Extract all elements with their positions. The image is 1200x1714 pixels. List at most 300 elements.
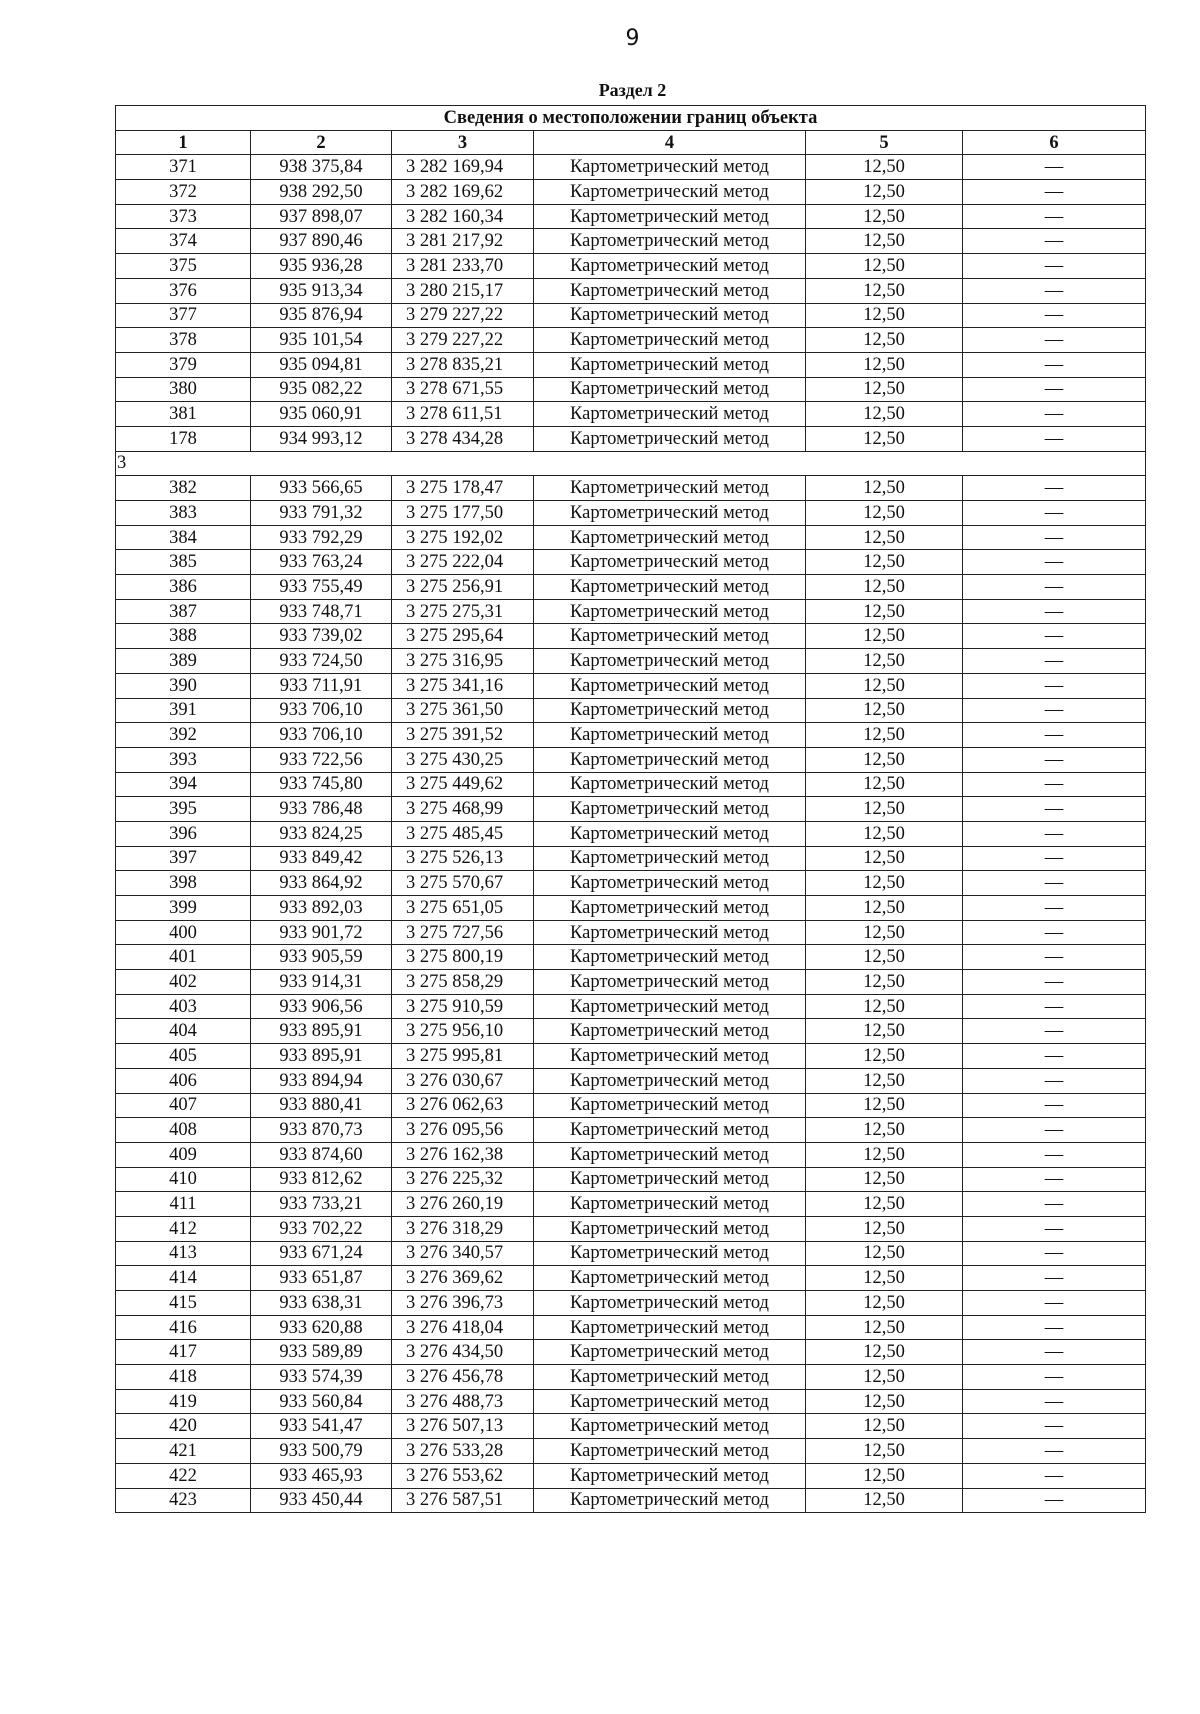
x-coordinate-cell: 933 892,03: [251, 896, 392, 921]
description-cell: —: [963, 1365, 1146, 1390]
y-coordinate-cell: 3 276 340,57: [392, 1241, 534, 1266]
table-row: [116, 871, 1146, 896]
method-cell: Картометрический метод: [534, 254, 806, 279]
x-coordinate-cell: 933 895,91: [251, 1019, 392, 1044]
method-cell: Картометрический метод: [534, 1414, 806, 1439]
point-number-cell: 418: [116, 1365, 251, 1390]
precision-cell: 12,50: [806, 747, 963, 772]
point-number-cell: 396: [116, 821, 251, 846]
precision-cell: 12,50: [806, 1216, 963, 1241]
point-number-cell: 398: [116, 871, 251, 896]
precision-cell: 12,50: [806, 352, 963, 377]
table-row: [116, 1044, 1146, 1069]
point-number-cell: 401: [116, 945, 251, 970]
y-coordinate-cell: 3 275 468,99: [392, 797, 534, 822]
x-coordinate-cell: 933 560,84: [251, 1389, 392, 1414]
method-cell: Картометрический метод: [534, 402, 806, 427]
x-coordinate-cell: 935 913,34: [251, 278, 392, 303]
x-coordinate-cell: 933 671,24: [251, 1241, 392, 1266]
precision-cell: 12,50: [806, 1365, 963, 1390]
method-cell: Картометрический метод: [534, 1241, 806, 1266]
x-coordinate-cell: 937 890,46: [251, 229, 392, 254]
method-cell: Картометрический метод: [534, 501, 806, 526]
precision-cell: 12,50: [806, 846, 963, 871]
table-row: [116, 1389, 1146, 1414]
x-coordinate-cell: 933 450,44: [251, 1488, 392, 1513]
method-cell: Картометрический метод: [534, 303, 806, 328]
point-number-cell: 408: [116, 1118, 251, 1143]
description-cell: —: [963, 1241, 1146, 1266]
y-coordinate-cell: 3 275 361,50: [392, 698, 534, 723]
x-coordinate-cell: 933 733,21: [251, 1192, 392, 1217]
point-number-cell: 384: [116, 525, 251, 550]
table-row: [116, 896, 1146, 921]
table-head: [116, 106, 1146, 155]
table-body-second-contour: [116, 476, 1146, 1513]
table-row: [116, 1488, 1146, 1513]
y-coordinate-cell: 3 276 225,32: [392, 1167, 534, 1192]
point-number-cell: 416: [116, 1315, 251, 1340]
description-cell: —: [963, 180, 1146, 205]
x-coordinate-cell: 938 375,84: [251, 155, 392, 180]
x-coordinate-cell: 933 745,80: [251, 772, 392, 797]
x-coordinate-cell: 933 620,88: [251, 1315, 392, 1340]
table-row: [116, 945, 1146, 970]
precision-cell: 12,50: [806, 1389, 963, 1414]
table-row: [116, 352, 1146, 377]
x-coordinate-cell: 933 541,47: [251, 1414, 392, 1439]
precision-cell: 12,50: [806, 698, 963, 723]
x-coordinate-cell: 933 894,94: [251, 1068, 392, 1093]
table-row: [116, 821, 1146, 846]
precision-cell: 12,50: [806, 476, 963, 501]
point-number-cell: 420: [116, 1414, 251, 1439]
description-cell: —: [963, 501, 1146, 526]
table-row: [116, 994, 1146, 1019]
table-row: [116, 673, 1146, 698]
x-coordinate-cell: 933 786,48: [251, 797, 392, 822]
caption-row: [116, 106, 1146, 131]
y-coordinate-cell: 3 276 260,19: [392, 1192, 534, 1217]
x-coordinate-cell: 938 292,50: [251, 180, 392, 205]
y-coordinate-cell: 3 276 162,38: [392, 1142, 534, 1167]
point-number-cell: 381: [116, 402, 251, 427]
x-coordinate-cell: 933 566,65: [251, 476, 392, 501]
description-cell: —: [963, 871, 1146, 896]
point-number-cell: 407: [116, 1093, 251, 1118]
table-row: [116, 649, 1146, 674]
description-cell: —: [963, 772, 1146, 797]
point-number-cell: 415: [116, 1291, 251, 1316]
point-number-cell: 394: [116, 772, 251, 797]
x-coordinate-cell: 933 906,56: [251, 994, 392, 1019]
point-number-cell: 417: [116, 1340, 251, 1365]
table-row: [116, 772, 1146, 797]
table-row: [116, 377, 1146, 402]
table-row: [116, 1266, 1146, 1291]
description-cell: —: [963, 575, 1146, 600]
description-cell: —: [963, 1389, 1146, 1414]
precision-cell: 12,50: [806, 1019, 963, 1044]
table-row: [116, 1463, 1146, 1488]
column-header: 5: [806, 130, 963, 155]
precision-cell: 12,50: [806, 723, 963, 748]
precision-cell: 12,50: [806, 426, 963, 451]
point-number-cell: 421: [116, 1439, 251, 1464]
y-coordinate-cell: 3 282 169,62: [392, 180, 534, 205]
description-cell: —: [963, 821, 1146, 846]
point-number-cell: 419: [116, 1389, 251, 1414]
precision-cell: 12,50: [806, 1463, 963, 1488]
precision-cell: 12,50: [806, 624, 963, 649]
point-number-cell: 391: [116, 698, 251, 723]
y-coordinate-cell: 3 275 995,81: [392, 1044, 534, 1069]
table-row: [116, 1019, 1146, 1044]
table-row: [116, 254, 1146, 279]
precision-cell: 12,50: [806, 649, 963, 674]
point-number-cell: 382: [116, 476, 251, 501]
x-coordinate-cell: 933 870,73: [251, 1118, 392, 1143]
table-row: [116, 1315, 1146, 1340]
point-number-cell: 380: [116, 377, 251, 402]
y-coordinate-cell: 3 275 177,50: [392, 501, 534, 526]
precision-cell: 12,50: [806, 673, 963, 698]
method-cell: Картометрический метод: [534, 772, 806, 797]
x-coordinate-cell: 933 739,02: [251, 624, 392, 649]
method-cell: Картометрический метод: [534, 426, 806, 451]
table-row: [116, 501, 1146, 526]
table-row: [116, 1291, 1146, 1316]
y-coordinate-cell: 3 275 526,13: [392, 846, 534, 871]
x-coordinate-cell: 933 638,31: [251, 1291, 392, 1316]
description-cell: —: [963, 1142, 1146, 1167]
precision-cell: 12,50: [806, 1167, 963, 1192]
x-coordinate-cell: 933 748,71: [251, 599, 392, 624]
x-coordinate-cell: 933 711,91: [251, 673, 392, 698]
table-row: [116, 1118, 1146, 1143]
y-coordinate-cell: 3 275 858,29: [392, 970, 534, 995]
point-number-cell: 387: [116, 599, 251, 624]
precision-cell: 12,50: [806, 1315, 963, 1340]
y-coordinate-cell: 3 276 434,50: [392, 1340, 534, 1365]
precision-cell: 12,50: [806, 328, 963, 353]
method-cell: Картометрический метод: [534, 1365, 806, 1390]
point-number-cell: 388: [116, 624, 251, 649]
table-row: [116, 328, 1146, 353]
y-coordinate-cell: 3 276 553,62: [392, 1463, 534, 1488]
method-cell: Картометрический метод: [534, 1093, 806, 1118]
description-cell: —: [963, 229, 1146, 254]
precision-cell: 12,50: [806, 1266, 963, 1291]
precision-cell: 12,50: [806, 1488, 963, 1513]
table-row: [116, 723, 1146, 748]
x-coordinate-cell: 933 722,56: [251, 747, 392, 772]
table-row: [116, 698, 1146, 723]
column-header: 4: [534, 130, 806, 155]
description-cell: —: [963, 649, 1146, 674]
description-cell: —: [963, 698, 1146, 723]
x-coordinate-cell: 937 898,07: [251, 204, 392, 229]
description-cell: —: [963, 846, 1146, 871]
point-number-cell: 373: [116, 204, 251, 229]
point-number-cell: 412: [116, 1216, 251, 1241]
y-coordinate-cell: 3 276 488,73: [392, 1389, 534, 1414]
description-cell: —: [963, 994, 1146, 1019]
table-row: [116, 402, 1146, 427]
method-cell: Картометрический метод: [534, 649, 806, 674]
point-number-cell: 392: [116, 723, 251, 748]
point-number-cell: 389: [116, 649, 251, 674]
method-cell: Картометрический метод: [534, 821, 806, 846]
precision-cell: 12,50: [806, 575, 963, 600]
method-cell: Картометрический метод: [534, 352, 806, 377]
method-cell: Картометрический метод: [534, 896, 806, 921]
point-number-cell: 371: [116, 155, 251, 180]
method-cell: Картометрический метод: [534, 155, 806, 180]
method-cell: Картометрический метод: [534, 723, 806, 748]
precision-cell: 12,50: [806, 254, 963, 279]
description-cell: —: [963, 377, 1146, 402]
point-number-cell: 413: [116, 1241, 251, 1266]
point-number-cell: 423: [116, 1488, 251, 1513]
x-coordinate-cell: 933 763,24: [251, 550, 392, 575]
description-cell: —: [963, 426, 1146, 451]
y-coordinate-cell: 3 275 449,62: [392, 772, 534, 797]
method-cell: Картометрический метод: [534, 1142, 806, 1167]
method-cell: Картометрический метод: [534, 994, 806, 1019]
point-number-cell: 378: [116, 328, 251, 353]
method-cell: Картометрический метод: [534, 278, 806, 303]
method-cell: Картометрический метод: [534, 1216, 806, 1241]
description-cell: —: [963, 550, 1146, 575]
description-cell: —: [963, 920, 1146, 945]
x-coordinate-cell: 933 755,49: [251, 575, 392, 600]
x-coordinate-cell: 935 060,91: [251, 402, 392, 427]
x-coordinate-cell: 934 993,12: [251, 426, 392, 451]
method-cell: Картометрический метод: [534, 945, 806, 970]
point-number-cell: 411: [116, 1192, 251, 1217]
table-row: [116, 550, 1146, 575]
precision-cell: 12,50: [806, 525, 963, 550]
point-number-cell: 372: [116, 180, 251, 205]
description-cell: —: [963, 1291, 1146, 1316]
table-row: [116, 599, 1146, 624]
y-coordinate-cell: 3 278 611,51: [392, 402, 534, 427]
method-cell: Картометрический метод: [534, 1439, 806, 1464]
description-cell: —: [963, 747, 1146, 772]
description-cell: —: [963, 896, 1146, 921]
x-coordinate-cell: 933 812,62: [251, 1167, 392, 1192]
point-number-cell: 376: [116, 278, 251, 303]
precision-cell: 12,50: [806, 871, 963, 896]
method-cell: Картометрический метод: [534, 1315, 806, 1340]
x-coordinate-cell: 935 936,28: [251, 254, 392, 279]
description-cell: —: [963, 673, 1146, 698]
table-row: [116, 525, 1146, 550]
table-row: [116, 476, 1146, 501]
description-cell: —: [963, 1167, 1146, 1192]
table-row: [116, 180, 1146, 205]
point-number-cell: 400: [116, 920, 251, 945]
precision-cell: 12,50: [806, 1291, 963, 1316]
precision-cell: 12,50: [806, 180, 963, 205]
precision-cell: 12,50: [806, 550, 963, 575]
point-number-cell: 375: [116, 254, 251, 279]
method-cell: Картометрический метод: [534, 673, 806, 698]
method-cell: Картометрический метод: [534, 797, 806, 822]
method-cell: Картометрический метод: [534, 476, 806, 501]
y-coordinate-cell: 3 275 256,91: [392, 575, 534, 600]
point-number-cell: 393: [116, 747, 251, 772]
y-coordinate-cell: 3 275 570,67: [392, 871, 534, 896]
method-cell: Картометрический метод: [534, 575, 806, 600]
y-coordinate-cell: 3 275 391,52: [392, 723, 534, 748]
description-cell: —: [963, 970, 1146, 995]
x-coordinate-cell: 933 706,10: [251, 723, 392, 748]
precision-cell: 12,50: [806, 1192, 963, 1217]
x-coordinate-cell: 933 849,42: [251, 846, 392, 871]
boundary-table: [115, 105, 1146, 1513]
table-row: [116, 575, 1146, 600]
y-coordinate-cell: 3 276 396,73: [392, 1291, 534, 1316]
x-coordinate-cell: 933 702,22: [251, 1216, 392, 1241]
x-coordinate-cell: 933 589,89: [251, 1340, 392, 1365]
description-cell: —: [963, 1192, 1146, 1217]
y-coordinate-cell: 3 275 727,56: [392, 920, 534, 945]
y-coordinate-cell: 3 276 533,28: [392, 1439, 534, 1464]
precision-cell: 12,50: [806, 994, 963, 1019]
table-row: [116, 1439, 1146, 1464]
y-coordinate-cell: 3 276 369,62: [392, 1266, 534, 1291]
method-cell: Картометрический метод: [534, 525, 806, 550]
method-cell: Картометрический метод: [534, 970, 806, 995]
precision-cell: 12,50: [806, 599, 963, 624]
description-cell: —: [963, 797, 1146, 822]
table-row: [116, 1093, 1146, 1118]
x-coordinate-cell: 933 651,87: [251, 1266, 392, 1291]
method-cell: Картометрический метод: [534, 1266, 806, 1291]
method-cell: Картометрический метод: [534, 599, 806, 624]
y-coordinate-cell: 3 275 192,02: [392, 525, 534, 550]
method-cell: Картометрический метод: [534, 1192, 806, 1217]
point-number-cell: 385: [116, 550, 251, 575]
point-number-cell: 409: [116, 1142, 251, 1167]
point-number-cell: 390: [116, 673, 251, 698]
description-cell: —: [963, 1439, 1146, 1464]
method-cell: Картометрический метод: [534, 1463, 806, 1488]
x-coordinate-cell: 933 792,29: [251, 525, 392, 550]
y-coordinate-cell: 3 275 430,25: [392, 747, 534, 772]
method-cell: Картометрический метод: [534, 204, 806, 229]
description-cell: —: [963, 278, 1146, 303]
table-row: [116, 970, 1146, 995]
precision-cell: 12,50: [806, 377, 963, 402]
y-coordinate-cell: 3 276 095,56: [392, 1118, 534, 1143]
table-row: [116, 747, 1146, 772]
description-cell: —: [963, 1463, 1146, 1488]
description-cell: —: [963, 1093, 1146, 1118]
x-coordinate-cell: 933 864,92: [251, 871, 392, 896]
point-number-cell: 405: [116, 1044, 251, 1069]
point-number-cell: 379: [116, 352, 251, 377]
section-title: Раздел 2: [598, 80, 667, 100]
x-coordinate-cell: 933 465,93: [251, 1463, 392, 1488]
precision-cell: 12,50: [806, 896, 963, 921]
page-number: 9: [625, 26, 640, 51]
precision-cell: 12,50: [806, 797, 963, 822]
method-cell: Картометрический метод: [534, 1488, 806, 1513]
y-coordinate-cell: 3 276 030,67: [392, 1068, 534, 1093]
y-coordinate-cell: 3 275 222,04: [392, 550, 534, 575]
method-cell: Картометрический метод: [534, 1118, 806, 1143]
group-label: 3: [116, 451, 1146, 476]
point-number-cell: 422: [116, 1463, 251, 1488]
precision-cell: 12,50: [806, 501, 963, 526]
precision-cell: 12,50: [806, 1142, 963, 1167]
table-row: [116, 278, 1146, 303]
y-coordinate-cell: 3 276 062,63: [392, 1093, 534, 1118]
method-cell: Картометрический метод: [534, 328, 806, 353]
precision-cell: 12,50: [806, 1118, 963, 1143]
x-coordinate-cell: 935 082,22: [251, 377, 392, 402]
y-coordinate-cell: 3 275 178,47: [392, 476, 534, 501]
point-number-cell: 403: [116, 994, 251, 1019]
precision-cell: 12,50: [806, 1340, 963, 1365]
description-cell: —: [963, 624, 1146, 649]
group-separator: [116, 451, 1146, 476]
x-coordinate-cell: 933 905,59: [251, 945, 392, 970]
table-row: [116, 1340, 1146, 1365]
x-coordinate-cell: 933 791,32: [251, 501, 392, 526]
y-coordinate-cell: 3 275 910,59: [392, 994, 534, 1019]
x-coordinate-cell: 933 706,10: [251, 698, 392, 723]
x-coordinate-cell: 935 101,54: [251, 328, 392, 353]
method-cell: Картометрический метод: [534, 747, 806, 772]
method-cell: Картометрический метод: [534, 624, 806, 649]
point-number-cell: 402: [116, 970, 251, 995]
y-coordinate-cell: 3 275 295,64: [392, 624, 534, 649]
method-cell: Картометрический метод: [534, 1019, 806, 1044]
y-coordinate-cell: 3 280 215,17: [392, 278, 534, 303]
table-row: [116, 204, 1146, 229]
x-coordinate-cell: 935 876,94: [251, 303, 392, 328]
x-coordinate-cell: 933 874,60: [251, 1142, 392, 1167]
precision-cell: 12,50: [806, 1093, 963, 1118]
description-cell: —: [963, 352, 1146, 377]
x-coordinate-cell: 933 824,25: [251, 821, 392, 846]
table-row: [116, 920, 1146, 945]
table-row: [116, 1142, 1146, 1167]
method-cell: Картометрический метод: [534, 1389, 806, 1414]
description-cell: —: [963, 723, 1146, 748]
description-cell: —: [963, 1315, 1146, 1340]
description-cell: —: [963, 1019, 1146, 1044]
point-number-cell: 397: [116, 846, 251, 871]
point-number-cell: 414: [116, 1266, 251, 1291]
point-number-cell: 399: [116, 896, 251, 921]
precision-cell: 12,50: [806, 772, 963, 797]
description-cell: —: [963, 1340, 1146, 1365]
point-number-cell: 404: [116, 1019, 251, 1044]
point-number-cell: 178: [116, 426, 251, 451]
table-row: [116, 1241, 1146, 1266]
precision-cell: 12,50: [806, 229, 963, 254]
precision-cell: 12,50: [806, 303, 963, 328]
precision-cell: 12,50: [806, 1068, 963, 1093]
point-number-cell: 386: [116, 575, 251, 600]
table-row: [116, 1365, 1146, 1390]
y-coordinate-cell: 3 276 507,13: [392, 1414, 534, 1439]
